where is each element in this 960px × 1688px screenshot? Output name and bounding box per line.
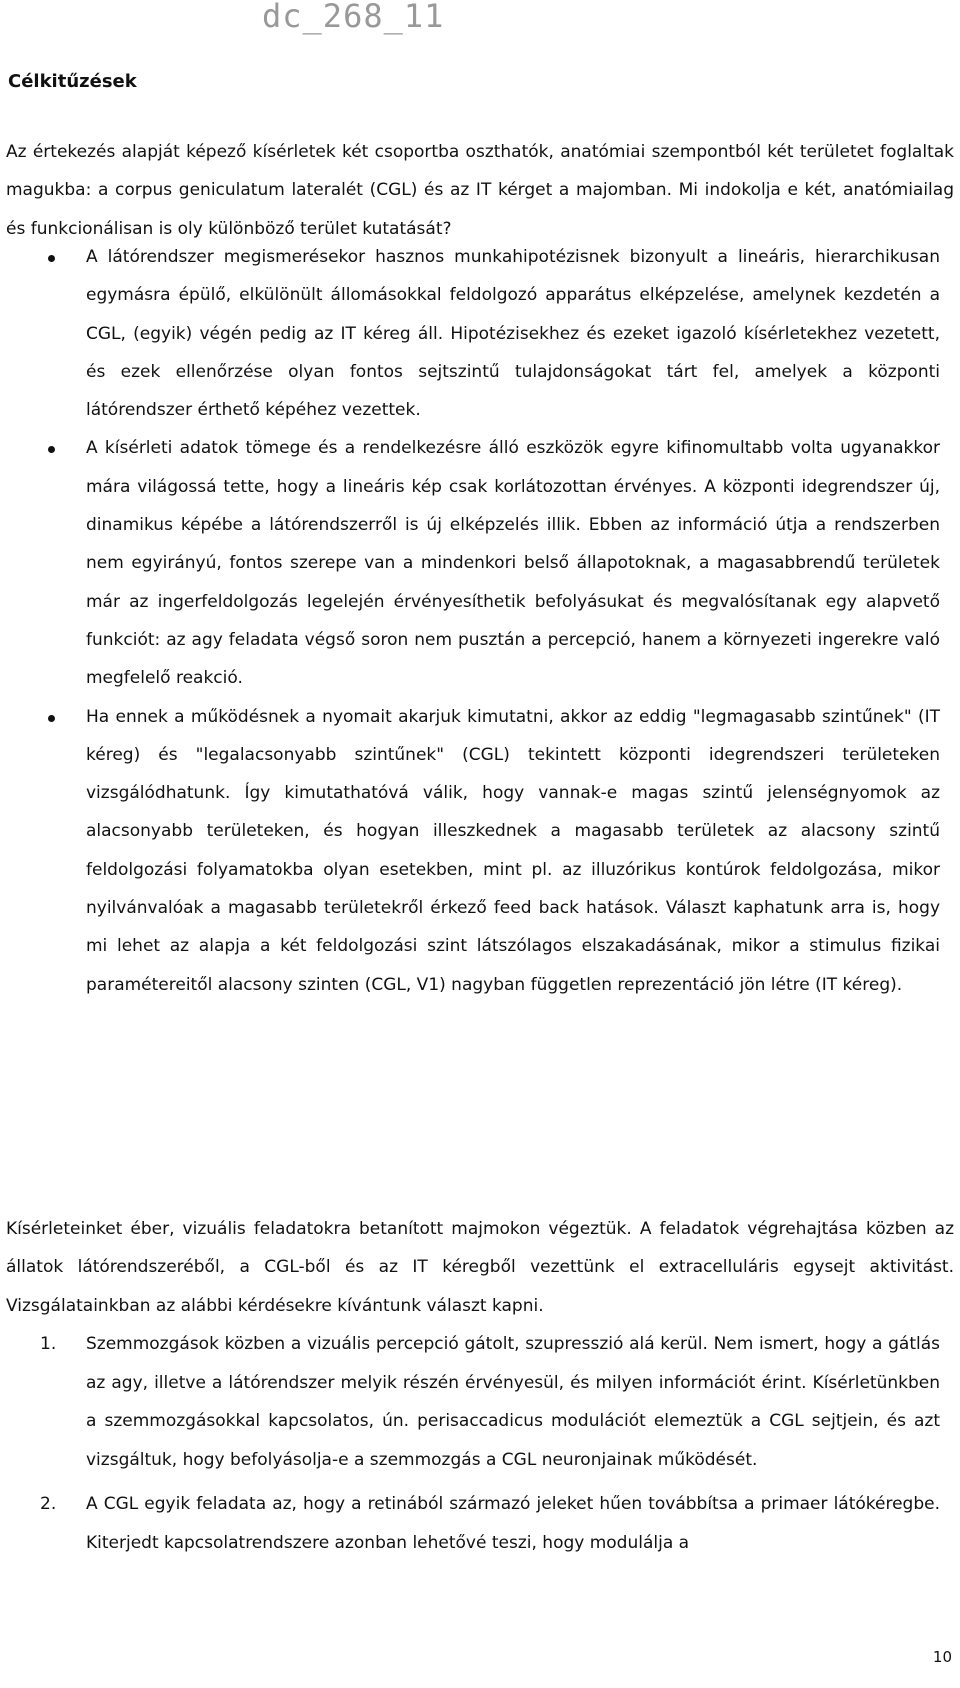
numbered-item [0,1325,940,1479]
section-title: Célkitűzések [8,71,137,92]
item-number: 1. [40,1334,57,1354]
item-text: Szemmozgások közben a vizuális percepció gátolt, szupresszió alá kerül. Nem ismert, hogy a gátlás az agy, illetve a látórendszer melyik részén érvényesül, és milyen információt érint. Kísérletünkben a szemmozgásokkal kapcsolatos, ún. perisaccadicus modulációt elemeztük a CGL sejtjein, és azt vizsgáltuk, hogy befolyásolja-e a szemmozgás a CGL neuronjainak működését. [86,1334,940,1470]
bullet-item [0,238,940,429]
page-number: 10 [932,1648,952,1666]
bullet-icon [48,255,55,262]
bullet-item [0,429,940,697]
bullet-item [0,698,940,1004]
bullet-text: Ha ennek a működésnek a nyomait akarjuk kimutatni, akkor az eddig "legmagasabb szintűnek" (IT kéreg) és "legalacsonyabb szintűnek" (CGL) tekintett központi idegrendszeri területeken vizsgálódhatunk. Így kimutathatóvá válik, hogy vannak-e magas szintű jelenségnyomok az alacsonyabb területeken, és hogyan illeszkednek a magasabb területek az alacsony szintű feldolgozási folyamatokba olyan esetekben, mint pl. az illuzórikus kontúrok feldolgozása, mikor nyilvánvalóak a magasabb területekről érkező feed back hatások. Választ kaphatunk arra is, hogy mi lehet az alapja a két feldolgozási szint látszólagos elszakadásának, mikor a stimulus fizikai paramétereitől alacsony szinten (CGL, V1) nagyban független reprezentáció jön létre (IT kéreg). [86,706,940,995]
document-id-header: dc_268_11 [262,0,445,35]
item-number: 2. [40,1494,57,1515]
numbered-list [0,1325,960,1563]
intro-paragraph: Az értekezés alapját képező kísérletek két csoportba oszthatók, anatómiai szempontból két területet foglaltak magukba: a corpus geniculatum lateralét (CGL) és az IT kérget a majomban. Mi indokolja e két, anatómiailag és funkcionálisan is oly különböző terület kutatását? [6,142,954,239]
experiments-paragraph: Kísérleteinket éber, vizuális feladatokra betanított majmokon végeztük. A feladatok végrehajtása közben az állatok látórendszeréből, a CGL-ből és az IT kéregből vezettünk el extracelluláris egysejt aktivitást. Vizsgálatainkban az alábbi kérdésekre kívántunk választ kapni. [6,1219,954,1316]
numbered-item [0,1485,940,1562]
bullet-list [0,238,960,1004]
bullet-text: A kísérleti adatok tömege és a rendelkezésre álló eszközök egyre kifinomultabb volta ugyanakkor mára világossá tette, hogy a lineáris kép csak korlátozottan érvényes. A központi idegrendszer új, dinamikus képébe a látórendszerről is új elképzelés illik. Ebben az információ útja a rendszerben nem egyirányú, fontos szerepe van a mindenkori belső állapotoknak, a magasabbrendű területek már az ingerfeldolgozás legelején érvényesíthetik befolyásukat és megvalósítanak egy alapvető funkciót: az agy feladata végső soron nem pusztán a percepció, hanem a környezeti ingerekre való megfelelő reakció. [86,438,940,689]
bullet-icon [48,715,55,722]
bullet-text: A látórendszer megismerésekor hasznos munkahipotézisnek bizonyult a lineáris, hierarchikusan egymásra épülő, elkülönült állomásokkal feldolgozó apparátus elképzelése, amelynek kezdetén a CGL, (egyik) végén pedig az IT kéreg áll. Hipotézisekhez és ezeket igazoló kísérletekhez vezetett, és ezek ellenőrzése olyan fontos sejtszintű tulajdonságokat tárt fel, amelyek a központi látórendszer érthető képéhez vezettek. [86,247,940,421]
item-text: A CGL egyik feladata az, hogy a retinából származó jeleket hűen továbbítsa a primaer látókéregbe. Kiterjedt kapcsolatrendszere azonban lehetővé teszi, hogy modulálja a [86,1494,940,1553]
bullet-icon [48,446,55,453]
